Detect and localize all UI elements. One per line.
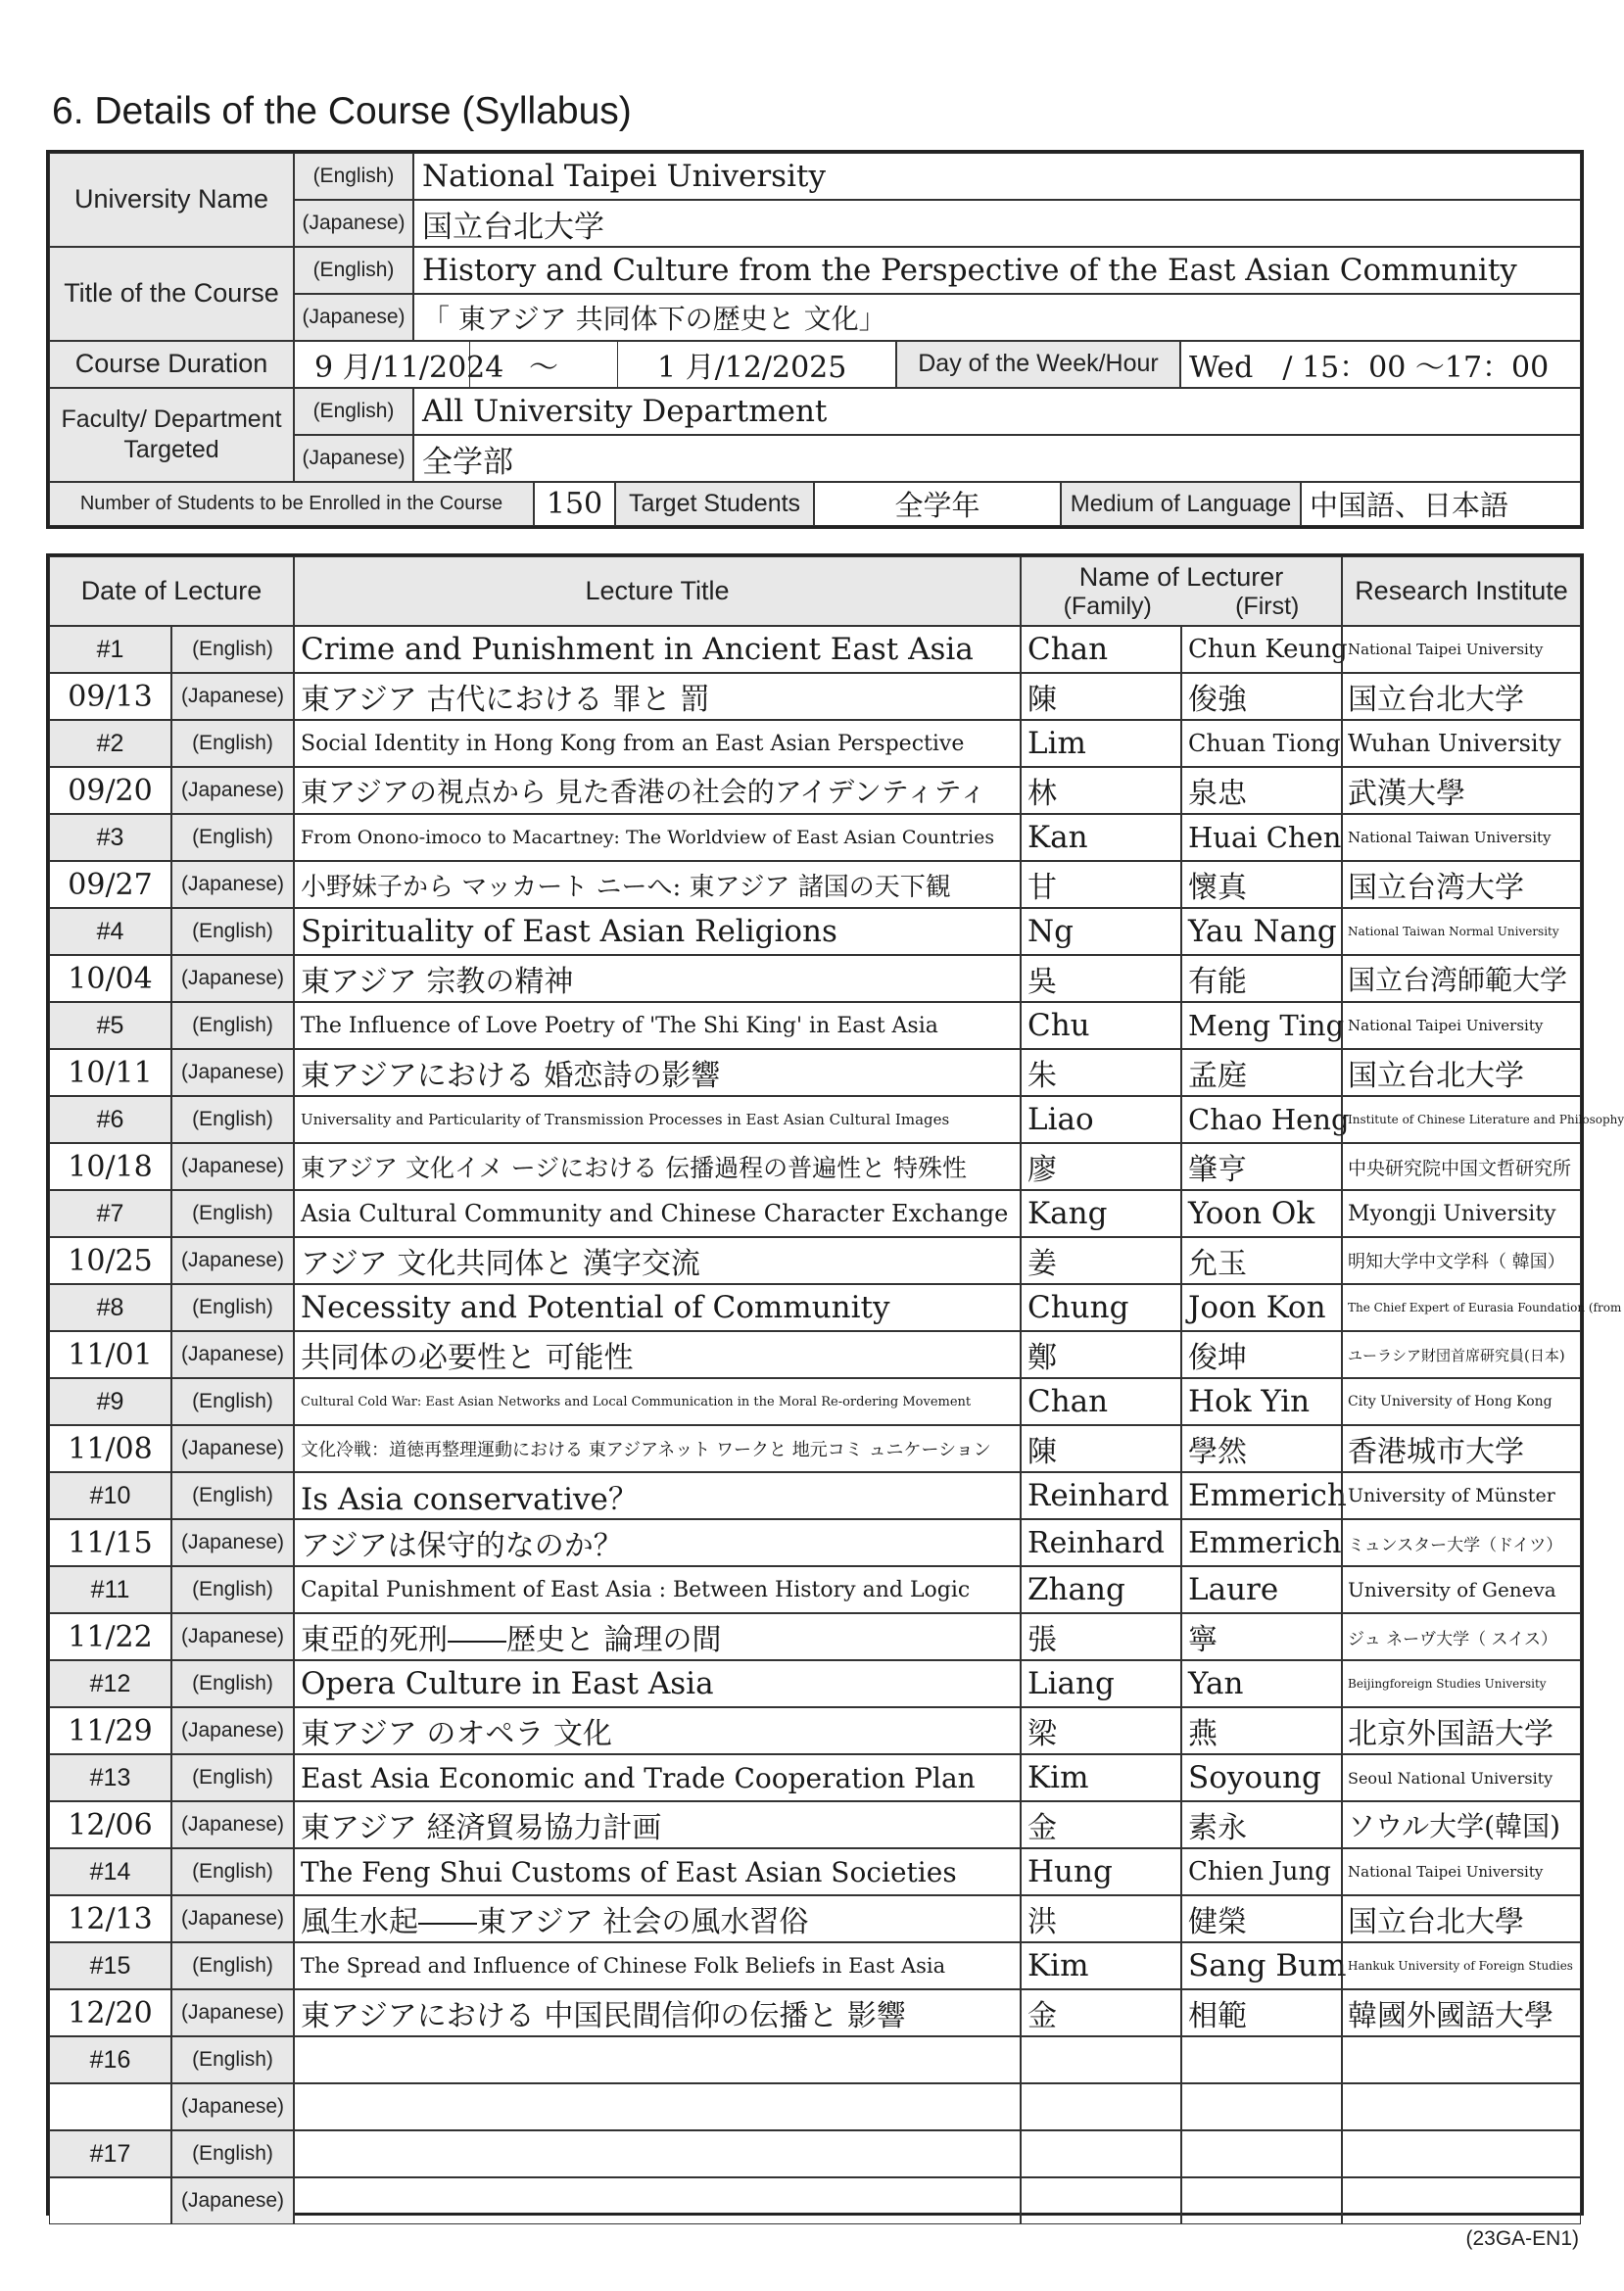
english-tag: (English) bbox=[171, 908, 294, 955]
lecture-number: #13 bbox=[49, 1754, 171, 1801]
lecturer-first-ja bbox=[1181, 2177, 1342, 2224]
japanese-tag: (Japanese) bbox=[171, 1519, 294, 1566]
lecturer-family-en: Chu bbox=[1021, 1002, 1181, 1049]
lecture-date: 12/06 bbox=[49, 1801, 171, 1848]
lecturer-first-ja: 俊坤 bbox=[1181, 1331, 1342, 1378]
header-family: (Family) bbox=[1063, 592, 1152, 620]
lecture-title-ja: 東アジアにおける 中国民間信仰の伝播と 影響 bbox=[294, 1989, 1021, 2036]
lecture-title-ja: 東アジアにおける 婚恋詩の影響 bbox=[294, 1049, 1021, 1096]
course-title-en: History and Culture from the Perspective of the East Asian Community bbox=[413, 247, 1581, 294]
lecturer-family-en: Liang bbox=[1021, 1660, 1181, 1707]
institute-en: City University of Hong Kong bbox=[1342, 1378, 1581, 1425]
form-code: (23GA-EN1) bbox=[1465, 2227, 1579, 2250]
japanese-tag: (Japanese) bbox=[171, 1895, 294, 1942]
lecture-table bbox=[46, 553, 1624, 2216]
lecture-date: 11/01 bbox=[49, 1331, 171, 1378]
english-tag: (English) bbox=[171, 1942, 294, 1989]
header-lecturer-name: Name of Lecturer bbox=[1078, 561, 1284, 592]
lecture-number: #12 bbox=[49, 1660, 171, 1707]
lecture-number: #6 bbox=[49, 1096, 171, 1143]
lecturer-first-ja: 懷真 bbox=[1181, 861, 1342, 908]
lecture-title-ja: 共同体の必要性と 可能性 bbox=[294, 1331, 1021, 1378]
target-students-value: 全学年 bbox=[814, 482, 1061, 526]
lecture-number: #7 bbox=[49, 1190, 171, 1237]
lecture-number: #8 bbox=[49, 1284, 171, 1331]
faculty-label: Faculty/ Department Targeted bbox=[49, 388, 294, 482]
lecturer-first-ja: 素永 bbox=[1181, 1801, 1342, 1848]
japanese-tag: (Japanese) bbox=[294, 435, 413, 482]
lecture-title-en: Crime and Punishment in Ancient East Asia bbox=[294, 626, 1021, 673]
english-tag: (English) bbox=[171, 626, 294, 673]
lecture-date: 09/13 bbox=[49, 673, 171, 720]
lecture-number: #16 bbox=[49, 2036, 171, 2083]
day-hour-value: Wed / 15：00 ～17：00 bbox=[1180, 341, 1581, 388]
lecture-title-ja bbox=[294, 2177, 1021, 2224]
english-tag: (English) bbox=[171, 814, 294, 861]
lecture-title-en: Asia Cultural Community and Chinese Character Exchange bbox=[294, 1190, 1021, 1237]
lecture-date: 12/20 bbox=[49, 1989, 171, 2036]
lecturer-family-en bbox=[1021, 2036, 1181, 2083]
lecture-number: #17 bbox=[49, 2130, 171, 2177]
lecture-title-ja: 東アジア のオペラ 文化 bbox=[294, 1707, 1021, 1754]
lecture-title-en: Cultural Cold War: East Asian Networks and Local Communication in the Moral Re-ordering Movement bbox=[294, 1378, 1021, 1425]
japanese-tag: (Japanese) bbox=[171, 1237, 294, 1284]
lecture-number: #2 bbox=[49, 720, 171, 767]
japanese-tag: (Japanese) bbox=[171, 955, 294, 1002]
lecturer-family-ja bbox=[1021, 2083, 1181, 2130]
lecturer-first-en: Chun Keung bbox=[1181, 626, 1342, 673]
institute-ja: 国立台北大學 bbox=[1342, 1895, 1581, 1942]
lecturer-first-ja: 相範 bbox=[1181, 1989, 1342, 2036]
duration-end: 1 月/12/2025 bbox=[617, 341, 896, 388]
english-tag: (English) bbox=[171, 2036, 294, 2083]
lecture-date bbox=[49, 2177, 171, 2224]
lecturer-first-en: Soyoung bbox=[1181, 1754, 1342, 1801]
japanese-tag: (Japanese) bbox=[171, 1331, 294, 1378]
course-title-ja: 「 東アジア 共同体下の歴史と 文化」 bbox=[413, 294, 1581, 341]
lecture-date: 11/08 bbox=[49, 1425, 171, 1472]
japanese-tag: (Japanese) bbox=[171, 861, 294, 908]
target-students-label: Target Students bbox=[615, 482, 814, 526]
lecturer-family-ja: 金 bbox=[1021, 1801, 1181, 1848]
lecturer-family-en: Kim bbox=[1021, 1754, 1181, 1801]
lecture-title-en: Is Asia conservative？ bbox=[294, 1472, 1021, 1519]
lecturer-family-ja: 廖 bbox=[1021, 1143, 1181, 1190]
lecture-date: 09/20 bbox=[49, 767, 171, 814]
university-name-ja: 国立台北大学 bbox=[413, 200, 1581, 247]
lecturer-family-en: Liao bbox=[1021, 1096, 1181, 1143]
lecture-title-ja: アジアは保守的なのか？ bbox=[294, 1519, 1021, 1566]
lecture-number: #9 bbox=[49, 1378, 171, 1425]
institute-en: National Taipei University bbox=[1342, 1848, 1581, 1895]
lecturer-family-ja: 甘 bbox=[1021, 861, 1181, 908]
faculty-en: All University Department bbox=[413, 388, 1581, 435]
lecturer-first-ja: 泉忠 bbox=[1181, 767, 1342, 814]
lecturer-family-en: Kang bbox=[1021, 1190, 1181, 1237]
lecture-title-en bbox=[294, 2036, 1021, 2083]
japanese-tag: (Japanese) bbox=[171, 1425, 294, 1472]
course-title-label: Title of the Course bbox=[49, 247, 294, 341]
japanese-tag: (Japanese) bbox=[171, 1707, 294, 1754]
lecturer-first-en: Huai Chen bbox=[1181, 814, 1342, 861]
faculty-ja: 全学部 bbox=[413, 435, 1581, 482]
institute-ja: 北京外国語大学 bbox=[1342, 1707, 1581, 1754]
lecture-number: #1 bbox=[49, 626, 171, 673]
lecturer-first-en: Yoon Ok bbox=[1181, 1190, 1342, 1237]
english-tag: (English) bbox=[171, 1096, 294, 1143]
lecture-date: 10/18 bbox=[49, 1143, 171, 1190]
lecture-date: 09/27 bbox=[49, 861, 171, 908]
lecturer-first-ja: 學然 bbox=[1181, 1425, 1342, 1472]
lecture-title-ja: 東アジアの視点から 見た香港の社会的アイデンティティ bbox=[294, 767, 1021, 814]
lecturer-family-ja: Reinhard bbox=[1021, 1519, 1181, 1566]
lecturer-family-ja: 張 bbox=[1021, 1613, 1181, 1660]
institute-ja: 中央研究院中国文哲研究所 bbox=[1342, 1143, 1581, 1190]
english-tag: (English) bbox=[171, 1754, 294, 1801]
institute-en: National Taipei University bbox=[1342, 1002, 1581, 1049]
institute-ja: 香港城市大学 bbox=[1342, 1425, 1581, 1472]
lecture-title-en: The Feng Shui Customs of East Asian Societies bbox=[294, 1848, 1021, 1895]
num-students-value: 150 bbox=[534, 482, 615, 526]
course-info-table bbox=[46, 150, 1584, 529]
lecture-number: #10 bbox=[49, 1472, 171, 1519]
institute-en bbox=[1342, 2130, 1581, 2177]
institute-ja: 国立台湾師範大学 bbox=[1342, 955, 1581, 1002]
lecturer-family-en: Kim bbox=[1021, 1942, 1181, 1989]
lecture-title-en: Capital Punishment of East Asia : Between History and Logic bbox=[294, 1566, 1021, 1613]
english-tag: (English) bbox=[294, 153, 413, 200]
institute-ja bbox=[1342, 2083, 1581, 2130]
duration-start: 9 月/11/2024 bbox=[294, 341, 470, 388]
lecture-date: 10/11 bbox=[49, 1049, 171, 1096]
lecture-title-en: The Spread and Influence of Chinese Folk Beliefs in East Asia bbox=[294, 1942, 1021, 1989]
japanese-tag: (Japanese) bbox=[171, 673, 294, 720]
institute-ja: 韓國外國語大學 bbox=[1342, 1989, 1581, 2036]
japanese-tag: (Japanese) bbox=[294, 294, 413, 341]
lecture-title-en bbox=[294, 2130, 1021, 2177]
lecture-title-en: Universality and Particularity of Transmission Processes in East Asian Cultural Images bbox=[294, 1096, 1021, 1143]
english-tag: (English) bbox=[171, 1660, 294, 1707]
lecturer-family-ja: 吳 bbox=[1021, 955, 1181, 1002]
institute-ja: 明知大学中文学科（ 韓国） bbox=[1342, 1237, 1581, 1284]
japanese-tag: (Japanese) bbox=[171, 2083, 294, 2130]
header-date: Date of Lecture bbox=[49, 556, 294, 626]
lecture-title-ja: 東アジア 文化イメ ージにおける 伝播過程の普遍性と 特殊性 bbox=[294, 1143, 1021, 1190]
lecturer-family-ja: 陳 bbox=[1021, 1425, 1181, 1472]
lecture-title-en: Social Identity in Hong Kong from an East Asian Perspective bbox=[294, 720, 1021, 767]
day-hour-label: Day of the Week/Hour bbox=[896, 341, 1180, 388]
medium-label: Medium of Language bbox=[1061, 482, 1301, 526]
lecture-date bbox=[49, 2083, 171, 2130]
lecturer-first-en: Joon Kon bbox=[1181, 1284, 1342, 1331]
lecturer-first-en: Chien Jung bbox=[1181, 1848, 1342, 1895]
lecture-title-en: Opera Culture in East Asia bbox=[294, 1660, 1021, 1707]
institute-en: National Taipei University bbox=[1342, 626, 1581, 673]
lecturer-family-ja: 洪 bbox=[1021, 1895, 1181, 1942]
english-tag: (English) bbox=[171, 720, 294, 767]
lecture-title-en: East Asia Economic and Trade Cooperation Plan bbox=[294, 1754, 1021, 1801]
institute-ja: 国立台湾大学 bbox=[1342, 861, 1581, 908]
institute-ja: 武漢大學 bbox=[1342, 767, 1581, 814]
japanese-tag: (Japanese) bbox=[171, 1049, 294, 1096]
lecturer-family-en: Zhang bbox=[1021, 1566, 1181, 1613]
institute-ja bbox=[1342, 2177, 1581, 2224]
japanese-tag: (Japanese) bbox=[294, 200, 413, 247]
institute-en bbox=[1342, 2036, 1581, 2083]
lecture-number: #11 bbox=[49, 1566, 171, 1613]
lecturer-first-ja: 肇亨 bbox=[1181, 1143, 1342, 1190]
english-tag: (English) bbox=[171, 1378, 294, 1425]
english-tag: (English) bbox=[171, 1190, 294, 1237]
japanese-tag: (Japanese) bbox=[171, 2177, 294, 2224]
lecture-title-ja: 風生水起――東アジア 社会の風水習俗 bbox=[294, 1895, 1021, 1942]
japanese-tag: (Japanese) bbox=[171, 1143, 294, 1190]
institute-ja: 国立台北大学 bbox=[1342, 1049, 1581, 1096]
lecturer-family-en: Lim bbox=[1021, 720, 1181, 767]
lecturer-first-ja: 健榮 bbox=[1181, 1895, 1342, 1942]
lecturer-first-en: Chao Heng bbox=[1181, 1096, 1342, 1143]
lecture-title-en: Necessity and Potential of Community bbox=[294, 1284, 1021, 1331]
university-name-label: University Name bbox=[49, 153, 294, 247]
lecturer-first-ja: 燕 bbox=[1181, 1707, 1342, 1754]
lecture-number: #3 bbox=[49, 814, 171, 861]
english-tag: (English) bbox=[171, 1284, 294, 1331]
lecturer-first-en: Hok Yin bbox=[1181, 1378, 1342, 1425]
lecture-number: #5 bbox=[49, 1002, 171, 1049]
lecture-date: 10/25 bbox=[49, 1237, 171, 1284]
header-institute: Research Institute bbox=[1342, 556, 1581, 626]
institute-en: Myongji University bbox=[1342, 1190, 1581, 1237]
lecturer-family-en: Chung bbox=[1021, 1284, 1181, 1331]
institute-ja: ジュ ネーヴ大学（ スイス） bbox=[1342, 1613, 1581, 1660]
course-duration-label: Course Duration bbox=[49, 341, 294, 388]
lecturer-family-ja: 林 bbox=[1021, 767, 1181, 814]
lecture-title-ja bbox=[294, 2083, 1021, 2130]
page-title: 6. Details of the Course (Syllabus) bbox=[52, 90, 632, 132]
institute-ja: ソウル大学(韓国) bbox=[1342, 1801, 1581, 1848]
institute-en: Hankuk University of Foreign Studies bbox=[1342, 1942, 1581, 1989]
lecturer-family-ja: 金 bbox=[1021, 1989, 1181, 2036]
medium-value: 中国語、日本語 bbox=[1301, 482, 1581, 526]
institute-en: Institute of Chinese Literature and Philosophy bbox=[1342, 1096, 1581, 1143]
english-tag: (English) bbox=[171, 1472, 294, 1519]
lecture-number: #15 bbox=[49, 1942, 171, 1989]
lecturer-first-en: Emmerich bbox=[1181, 1472, 1342, 1519]
institute-en: The Chief Expert of Eurasia Foundation (from bbox=[1342, 1284, 1581, 1331]
english-tag: (English) bbox=[171, 1566, 294, 1613]
lecturer-family-en: Hung bbox=[1021, 1848, 1181, 1895]
english-tag: (English) bbox=[171, 2130, 294, 2177]
lecture-date: 12/13 bbox=[49, 1895, 171, 1942]
lecturer-first-ja: 有能 bbox=[1181, 955, 1342, 1002]
institute-en: University of Münster bbox=[1342, 1472, 1581, 1519]
english-tag: (English) bbox=[294, 247, 413, 294]
english-tag: (English) bbox=[171, 1848, 294, 1895]
lecture-date: 10/04 bbox=[49, 955, 171, 1002]
lecturer-family-en: Kan bbox=[1021, 814, 1181, 861]
header-lecturer bbox=[1021, 556, 1342, 626]
header-title: Lecture Title bbox=[294, 556, 1021, 626]
lecture-title-ja: 東亞的死刑――歴史と 論理の間 bbox=[294, 1613, 1021, 1660]
lecturer-family-ja: 梁 bbox=[1021, 1707, 1181, 1754]
lecturer-first-en: Meng Ting bbox=[1181, 1002, 1342, 1049]
num-students-label: Number of Students to be Enrolled in the Course bbox=[49, 482, 534, 526]
lecture-title-ja: 東アジア 古代における 罪と 罰 bbox=[294, 673, 1021, 720]
japanese-tag: (Japanese) bbox=[171, 1613, 294, 1660]
lecture-date: 11/15 bbox=[49, 1519, 171, 1566]
lecturer-first-ja: 寧 bbox=[1181, 1613, 1342, 1660]
lecturer-family-ja: 姜 bbox=[1021, 1237, 1181, 1284]
lecturer-first-en bbox=[1181, 2036, 1342, 2083]
lecturer-first-en: Laure bbox=[1181, 1566, 1342, 1613]
university-name-en: National Taipei University bbox=[413, 153, 1581, 200]
institute-ja: 国立台北大学 bbox=[1342, 673, 1581, 720]
institute-ja: ユーラシア財団首席研究員(日本) bbox=[1342, 1331, 1581, 1378]
lecture-title-ja: 小野妹子から マッカート ニーへ: 東アジア 諸国の天下観 bbox=[294, 861, 1021, 908]
lecture-title-en: The Influence of Love Poetry of 'The Shi King' in East Asia bbox=[294, 1002, 1021, 1049]
lecture-title-en: From Onono-imoco to Macartney: The Worldview of East Asian Countries bbox=[294, 814, 1021, 861]
institute-en: National Taiwan University bbox=[1342, 814, 1581, 861]
lecture-title-ja: 東アジア 宗教の精神 bbox=[294, 955, 1021, 1002]
lecture-number: #14 bbox=[49, 1848, 171, 1895]
institute-en: Wuhan University bbox=[1342, 720, 1581, 767]
institute-en: University of Geneva bbox=[1342, 1566, 1581, 1613]
japanese-tag: (Japanese) bbox=[171, 1801, 294, 1848]
japanese-tag: (Japanese) bbox=[171, 767, 294, 814]
lecture-title-en: Spirituality of East Asian Religions bbox=[294, 908, 1021, 955]
institute-en: Seoul National University bbox=[1342, 1754, 1581, 1801]
institute-ja: ミュンスター大学（ドイツ） bbox=[1342, 1519, 1581, 1566]
header-lecturer-parts bbox=[1022, 592, 1341, 621]
lecturer-first-ja bbox=[1181, 2083, 1342, 2130]
lecture-date: 11/22 bbox=[49, 1613, 171, 1660]
institute-en: National Taiwan Normal University bbox=[1342, 908, 1581, 955]
lecturer-first-en: Chuan Tiong bbox=[1181, 720, 1342, 767]
lecture-title-ja: 文化冷戦：道徳再整理運動における 東アジアネット ワークと 地元コミ ュニケーション bbox=[294, 1425, 1021, 1472]
duration-separator: ～ bbox=[470, 341, 617, 388]
institute-en: Beijingforeign Studies University bbox=[1342, 1660, 1581, 1707]
lecturer-first-ja: Emmerich bbox=[1181, 1519, 1342, 1566]
lecturer-family-en: Chan bbox=[1021, 1378, 1181, 1425]
japanese-tag: (Japanese) bbox=[171, 1989, 294, 2036]
lecturer-first-en: Sang Bum bbox=[1181, 1942, 1342, 1989]
lecturer-first-en: Yau Nang bbox=[1181, 908, 1342, 955]
lecturer-first-en: Yan bbox=[1181, 1660, 1342, 1707]
lecture-title-ja: 東アジア 経済貿易協力計画 bbox=[294, 1801, 1021, 1848]
lecturer-family-en: Reinhard bbox=[1021, 1472, 1181, 1519]
lecture-number: #4 bbox=[49, 908, 171, 955]
lecturer-first-ja: 孟庭 bbox=[1181, 1049, 1342, 1096]
lecturer-first-ja: 允玉 bbox=[1181, 1237, 1342, 1284]
lecturer-first-en bbox=[1181, 2130, 1342, 2177]
lecturer-first-ja: 俊強 bbox=[1181, 673, 1342, 720]
lecturer-family-ja: 朱 bbox=[1021, 1049, 1181, 1096]
english-tag: (English) bbox=[171, 1002, 294, 1049]
english-tag: (English) bbox=[294, 388, 413, 435]
lecturer-family-en: Ng bbox=[1021, 908, 1181, 955]
lecturer-family-ja: 陳 bbox=[1021, 673, 1181, 720]
lecturer-family-ja bbox=[1021, 2177, 1181, 2224]
lecture-title-ja: アジア 文化共同体と 漢字交流 bbox=[294, 1237, 1021, 1284]
lecture-date: 11/29 bbox=[49, 1707, 171, 1754]
header-first: (First) bbox=[1235, 592, 1300, 620]
lecturer-family-en: Chan bbox=[1021, 626, 1181, 673]
lecturer-family-ja: 鄭 bbox=[1021, 1331, 1181, 1378]
lecturer-family-en bbox=[1021, 2130, 1181, 2177]
